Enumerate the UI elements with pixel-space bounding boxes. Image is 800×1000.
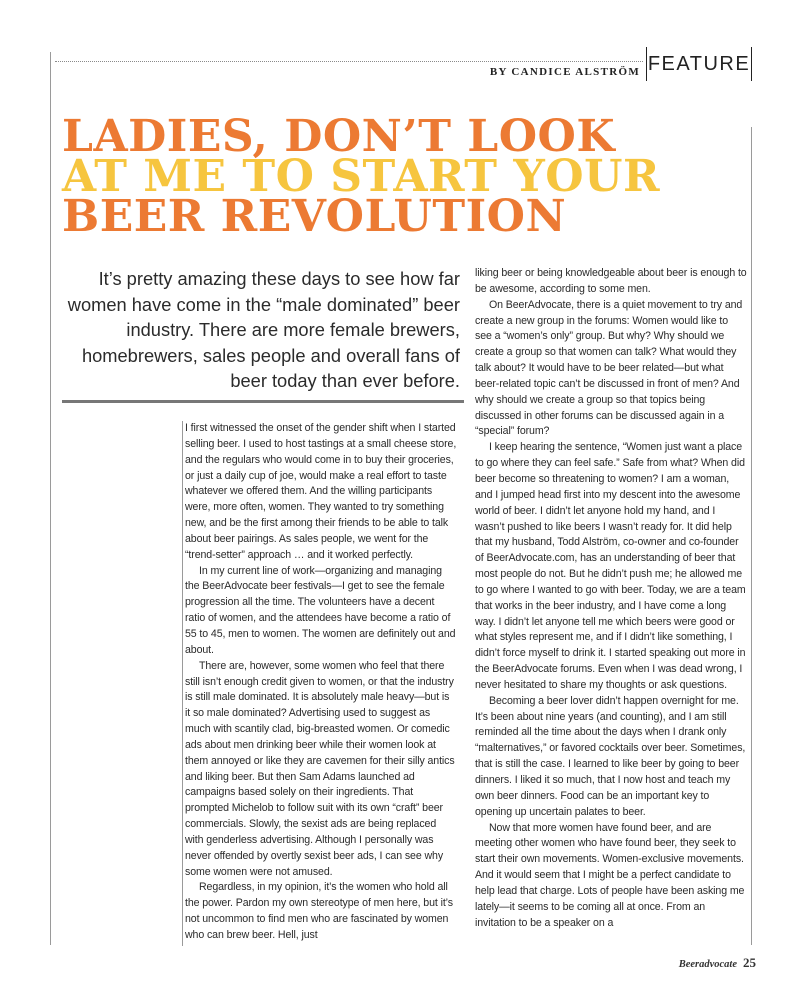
- right-margin-rule: [751, 127, 752, 945]
- headline-line-3: BEER REVOLUTION: [62, 191, 567, 242]
- paragraph: In my current line of work—organizing and managing the BeerAdvocate beer festivals—I get to see the female progression all the time. The volunteers have a decent ratio of women, and the attendees have become a ratio of 55 to 45, men to women. The women are definitely out and about.: [185, 564, 456, 656]
- left-margin-rule: [50, 52, 51, 945]
- section-label: FEATURE: [647, 53, 751, 75]
- headline-line-1: LADIES, DON’T LOOK: [62, 111, 616, 162]
- page-number: 25: [743, 955, 756, 970]
- headline-line-2: AT ME TO START YOUR: [62, 151, 661, 202]
- paragraph: On BeerAdvocate, there is a quiet movement to try and create a new group in the forums: Women would like to see a “women’s only” group. But why? Why should we create a group so that women can talk? What would they talk about? It would have to be beer related—but what beer-related topic can’t be discussed in front of men? And why should we create a group so that topics being discussed in other forums can be discussed again in a “special” forum?: [475, 298, 743, 438]
- top-dotted-rule: [55, 61, 643, 62]
- paragraph: Now that more women have found beer, and are meeting other women who have found beer, they seek to start their own movements. Women-exclusive movements. And it would seem that I might be a perfect candidate to help lead that charge. Lots of people have been asking me lately—it seems to be coming all at once. From an invitation to be a speaker on a: [475, 821, 745, 929]
- deck-intro: It’s pretty amazing these days to see how far women have come in the “male dominated” beer industry. There are more female brewers, homebrewers, sales people and overall fans of beer today than ever before.: [67, 268, 460, 391]
- paragraph: I keep hearing the sentence, “Women just want a place to go where they can feel safe.” Safe from what? When did beer become so threatening to women? I am a woman, and I jumped head first into my descent into the awesome world of beer. I didn’t let anyone hold my hand, and I wasn’t pushed to like beers I wasn’t ready for. It did help that my husband, Todd Alström, co-owner and co-founder of BeerAdvocate.com, has an understanding of beer that most people do not. But he didn’t push me; he allowed me to go where I wanted to go with beer. Today, we are a team that works in the beer industry, and I have come a long way. I didn’t let anyone tell me which beers were good or what styles represent me, and if I didn’t like something, I didn’t force myself to drink it. I started speaking out more in the BeerAdvocate forums. Even when I was dead wrong, I never hesitated to share my thoughts or ask questions.: [475, 441, 746, 691]
- byline: BY CANDICE ALSTRÖM: [489, 66, 640, 78]
- publication-name: Beeradvocate: [678, 959, 737, 970]
- section-tag: [646, 47, 752, 81]
- body-column-1: [182, 421, 457, 946]
- paragraph: Becoming a beer lover didn’t happen overnight for me. It’s been about nine years (and counting), and I am still reminded all the time about the days when I drank only “malternatives,” or favored cocktails over beer. Sometimes, that is still the case. I learned to like beer by going to beer dinners. I liked it so much, that I now host and teach my own beer dinners. Food can be an important key to opening up uncertain palates to beer.: [475, 694, 746, 818]
- deck-divider: [62, 400, 464, 403]
- paragraph: liking beer or being knowledgeable about beer is enough to be awesome, according to some men.: [475, 267, 747, 295]
- paragraph: There are, however, some women who feel that there still isn’t enough credit given to women, or that the industry is still male dominated. It is absolutely male heavy—but is it so male dominated? Advertising used to suggest as much with scantily clad, big-breasted women. Or comedic ads about men drinking beer while their women look at them annoyed or like they are cavemen for their silly antics and liking beer. But then Sam Adams launched ad campaigns based solely on their ingredients. That prompted Michelob to follow suit with its own “craft” beer commercials. Slowly, the sexist ads are being replaced with genderless advertising. Although I personally was never offended by overtly sexist beer ads, I can see why some women were not amused.: [185, 659, 455, 878]
- body-column-2: [475, 266, 747, 931]
- page-footer: [679, 955, 756, 971]
- paragraph: I first witnessed the onset of the gender shift when I started selling beer. I used to host tastings at a small cheese store, and the regulars who would come in to buy their groceries, or just a daily cup of joe, would make a real effort to taste whatever we offered them. And the willing participants were, more often, women. They wanted to try something new, and be the first among their friends to be able to talk about beer pairings. As sales people, we went for the “trend-setter” approach … and it worked perfectly.: [185, 422, 457, 561]
- headline: [62, 111, 752, 242]
- paragraph: Regardless, in my opinion, it’s the women who hold all the power. Pardon my own stereotype of men here, but it’s not uncommon to find men who are fascinated by women who can brew beer. Hell, just: [185, 881, 453, 941]
